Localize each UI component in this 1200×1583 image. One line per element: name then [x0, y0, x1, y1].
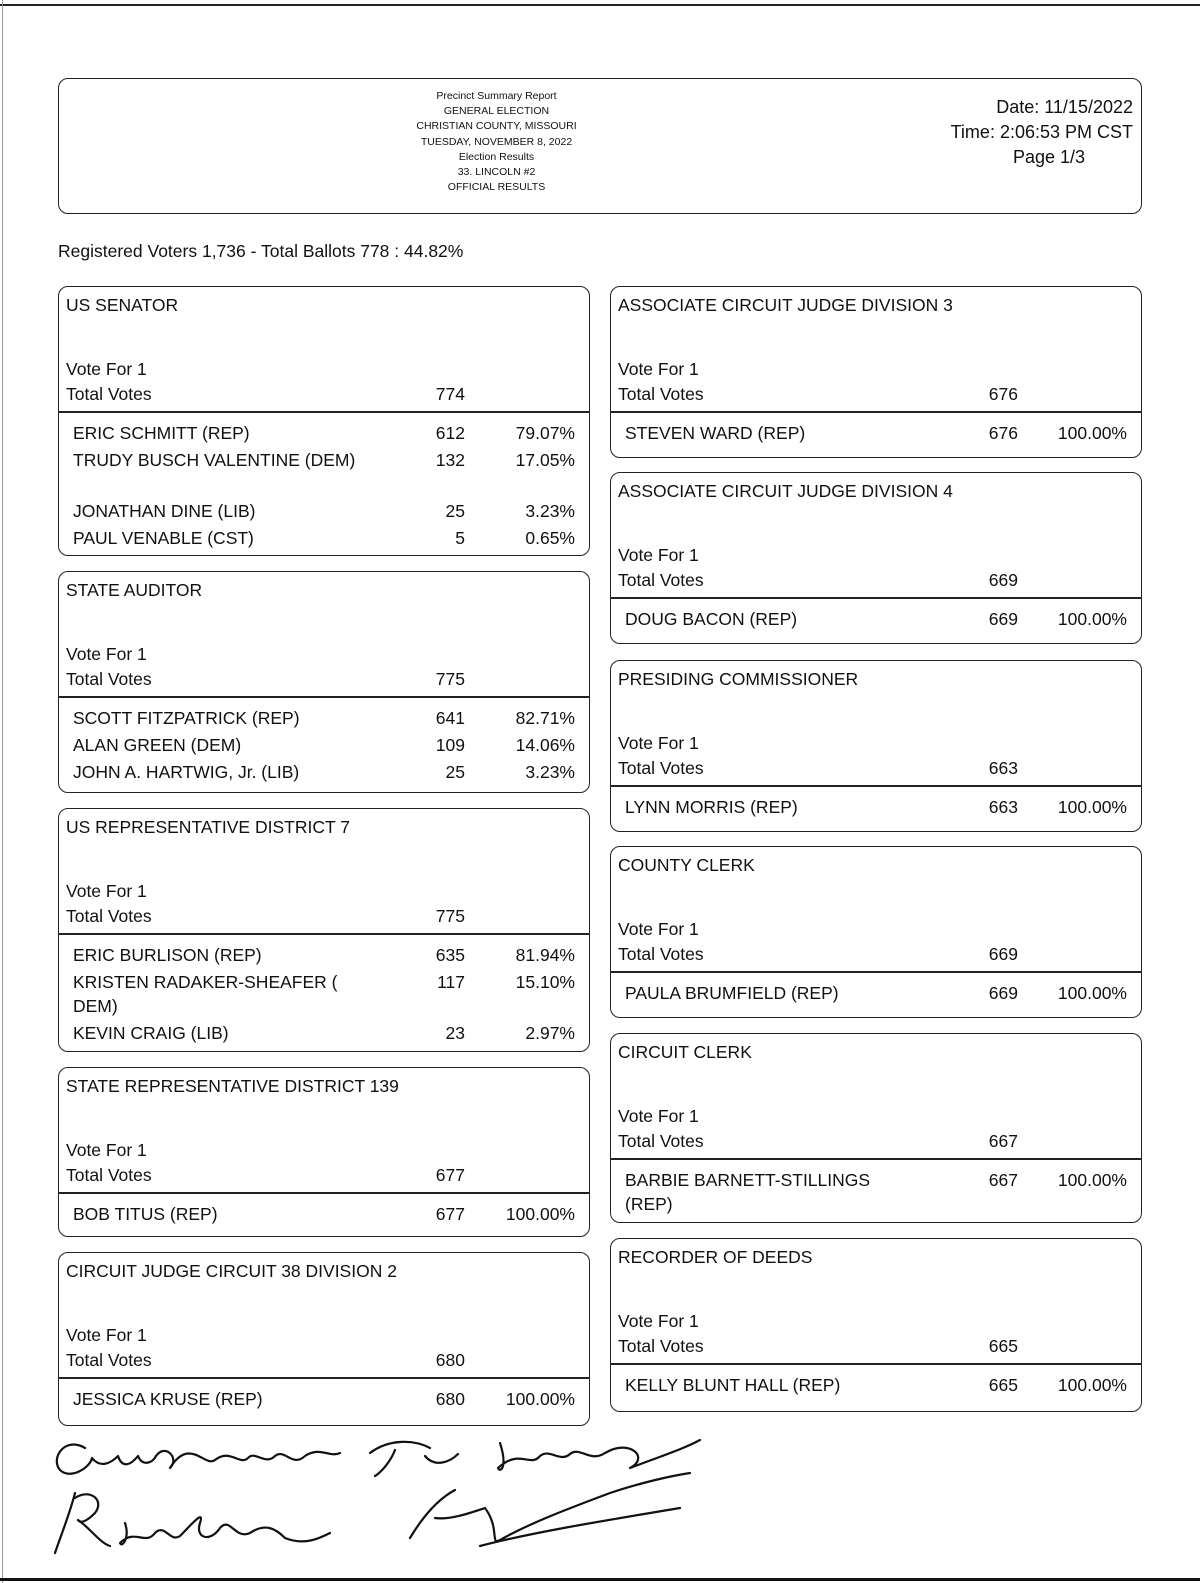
registered-voters-line: Registered Voters 1,736 - Total Ballots 778 : 44.82% — [58, 241, 464, 261]
report-time: Time: 2:06:53 PM CST — [950, 122, 1133, 142]
total-divider — [611, 597, 1141, 599]
signature-3 — [55, 1493, 330, 1553]
total-votes-label: Total Votes — [66, 1350, 152, 1370]
candidate-name: JONATHAN DINE (LIB) — [73, 501, 256, 521]
contest-circuit-clerk — [610, 1033, 1142, 1223]
total-divider — [611, 971, 1141, 973]
candidate-name: BARBIE BARNETT-STILLINGS (REP) — [625, 1170, 871, 1214]
candidate-percent: 82.71% — [515, 708, 575, 728]
candidate-name: JESSICA KRUSE (REP) — [73, 1389, 263, 1409]
contest-title: US REPRESENTATIVE DISTRICT 7 — [66, 817, 350, 837]
total-divider — [611, 411, 1141, 413]
candidate-percent: 0.65% — [525, 528, 575, 548]
candidate-votes: 635 — [435, 945, 465, 965]
total-votes-label: Total Votes — [618, 758, 704, 778]
contest-presiding-commissioner — [610, 660, 1142, 832]
total-votes-label: Total Votes — [66, 906, 152, 926]
contest-recorder-of-deeds — [610, 1238, 1142, 1412]
total-votes-label: Total Votes — [618, 944, 704, 964]
candidate-votes: 669 — [988, 609, 1018, 629]
candidate-percent: 100.00% — [1057, 609, 1127, 629]
candidate-votes: 5 — [455, 528, 465, 548]
header-line: GENERAL ELECTION — [443, 105, 550, 118]
header-line: Election Results — [458, 150, 535, 163]
total-votes-label: Total Votes — [66, 669, 152, 689]
vote-for-label: Vote For 1 — [66, 881, 147, 901]
total-votes-value: 669 — [988, 570, 1018, 590]
total-divider — [611, 1158, 1141, 1160]
contest-associate-circuit-judge-division-4 — [610, 472, 1142, 644]
candidate-percent: 3.23% — [525, 501, 575, 521]
candidate-name: PAULA BRUMFIELD (REP) — [625, 983, 839, 1003]
contest-title: ASSOCIATE CIRCUIT JUDGE DIVISION 3 — [618, 295, 953, 315]
total-votes-label: Total Votes — [66, 384, 152, 404]
candidate-percent: 17.05% — [515, 450, 575, 470]
total-votes-value: 676 — [988, 384, 1018, 404]
candidate-name: KELLY BLUNT HALL (REP) — [625, 1375, 841, 1395]
candidate-votes: 669 — [988, 983, 1018, 1003]
vote-for-label: Vote For 1 — [618, 545, 699, 565]
signature-2 — [370, 1440, 700, 1476]
candidate-name: JOHN A. HARTWIG, Jr. (LIB) — [73, 762, 300, 782]
candidate-percent: 3.23% — [525, 762, 575, 782]
candidate-percent: 79.07% — [515, 423, 575, 443]
vote-for-label: Vote For 1 — [66, 359, 147, 379]
candidate-percent: 100.00% — [505, 1204, 575, 1224]
candidate-percent: 100.00% — [1057, 423, 1127, 443]
total-divider — [59, 411, 589, 413]
total-votes-value: 665 — [988, 1336, 1018, 1356]
candidate-percent: 15.10% — [515, 972, 575, 992]
candidate-votes: 663 — [988, 797, 1018, 817]
total-votes-label: Total Votes — [618, 384, 704, 404]
contest-state-auditor — [58, 571, 590, 793]
candidate-name: BOB TITUS (REP) — [73, 1204, 218, 1224]
total-votes-value: 669 — [988, 944, 1018, 964]
candidate-name: STEVEN WARD (REP) — [625, 423, 806, 443]
candidate-name: KRISTEN RADAKER-SHEAFER ( DEM) — [73, 972, 338, 1016]
total-divider — [59, 933, 589, 935]
total-votes-value: 774 — [435, 384, 465, 404]
contest-title: STATE AUDITOR — [66, 580, 203, 600]
candidate-votes: 667 — [988, 1170, 1018, 1190]
candidate-name: TRUDY BUSCH VALENTINE (DEM) — [73, 450, 356, 470]
candidate-votes: 680 — [435, 1389, 465, 1409]
contest-title: COUNTY CLERK — [618, 855, 755, 875]
total-votes-value: 663 — [988, 758, 1018, 778]
contest-associate-circuit-judge-division-3 — [610, 286, 1142, 458]
contest-title: US SENATOR — [66, 295, 179, 315]
contest-circuit-judge-circuit-38-division-2 — [58, 1252, 590, 1426]
report-date: Date: 11/15/2022 — [996, 97, 1133, 117]
page-border-bottom — [0, 1578, 1200, 1581]
total-votes-value: 680 — [435, 1350, 465, 1370]
candidate-name: SCOTT FITZPATRICK (REP) — [73, 708, 300, 728]
candidate-votes: 25 — [445, 762, 465, 782]
report-meta — [913, 95, 1133, 170]
candidate-percent: 100.00% — [505, 1389, 575, 1409]
vote-for-label: Vote For 1 — [618, 733, 699, 753]
total-votes-label: Total Votes — [618, 570, 704, 590]
total-votes-value: 677 — [435, 1165, 465, 1185]
candidate-votes: 109 — [435, 735, 465, 755]
total-votes-value: 775 — [435, 906, 465, 926]
total-votes-label: Total Votes — [618, 1131, 704, 1151]
contest-title: ASSOCIATE CIRCUIT JUDGE DIVISION 4 — [618, 481, 953, 501]
contest-title: RECORDER OF DEEDS — [618, 1247, 813, 1267]
total-votes-label: Total Votes — [618, 1336, 704, 1356]
total-divider — [59, 696, 589, 698]
candidate-votes: 612 — [435, 423, 465, 443]
candidate-votes: 676 — [988, 423, 1018, 443]
header-line: TUESDAY, NOVEMBER 8, 2022 — [420, 135, 573, 148]
candidate-name: PAUL VENABLE (CST) — [73, 528, 254, 548]
total-votes-value: 667 — [988, 1131, 1018, 1151]
contest-title: CIRCUIT CLERK — [618, 1042, 752, 1062]
header-line: 33. LINCOLN #2 — [457, 166, 536, 179]
candidate-name: ERIC BURLISON (REP) — [73, 945, 262, 965]
candidate-name: DOUG BACON (REP) — [625, 609, 798, 629]
total-votes-label: Total Votes — [66, 1165, 152, 1185]
candidate-votes: 641 — [435, 708, 465, 728]
header-line: CHRISTIAN COUNTY, MISSOURI — [416, 120, 577, 133]
contest-us-senator — [58, 286, 590, 556]
vote-for-label: Vote For 1 — [618, 1311, 699, 1331]
candidate-percent: 100.00% — [1057, 797, 1127, 817]
vote-for-label: Vote For 1 — [66, 1140, 147, 1160]
total-votes-value: 775 — [435, 669, 465, 689]
signatures — [30, 1428, 710, 1568]
page-border-top — [0, 4, 1200, 6]
contest-title: PRESIDING COMMISSIONER — [618, 669, 859, 689]
vote-for-label: Vote For 1 — [66, 644, 147, 664]
report-page: Page 1/3 — [1012, 147, 1085, 167]
total-divider — [59, 1192, 589, 1194]
candidate-votes: 25 — [445, 501, 465, 521]
total-divider — [611, 785, 1141, 787]
vote-for-label: Vote For 1 — [618, 359, 699, 379]
contest-title: STATE REPRESENTATIVE DISTRICT 139 — [66, 1076, 399, 1096]
report-title-block — [359, 89, 634, 195]
candidate-percent: 81.94% — [515, 945, 575, 965]
total-divider — [59, 1377, 589, 1379]
signature-4 — [410, 1473, 690, 1546]
header-line: Precinct Summary Report — [436, 90, 557, 102]
candidate-percent: 100.00% — [1057, 983, 1127, 1003]
candidate-votes: 132 — [435, 450, 465, 470]
candidate-votes: 117 — [437, 972, 465, 992]
candidate-name: ERIC SCHMITT (REP) — [73, 423, 250, 443]
contest-state-representative-district-139 — [58, 1067, 590, 1237]
candidate-percent: 14.06% — [515, 735, 575, 755]
candidate-percent: 100.00% — [1057, 1170, 1127, 1190]
header-line: OFFICIAL RESULTS — [447, 181, 546, 194]
total-divider — [611, 1363, 1141, 1365]
signature-1 — [57, 1445, 340, 1474]
candidate-votes: 665 — [988, 1375, 1018, 1395]
vote-for-label: Vote For 1 — [618, 919, 699, 939]
page-border-left — [2, 0, 3, 1583]
contest-title: CIRCUIT JUDGE CIRCUIT 38 DIVISION 2 — [66, 1261, 397, 1281]
vote-for-label: Vote For 1 — [618, 1106, 699, 1126]
candidate-name: KEVIN CRAIG (LIB) — [73, 1023, 229, 1043]
candidate-votes: 677 — [435, 1204, 465, 1224]
candidate-percent: 2.97% — [525, 1023, 575, 1043]
contest-county-clerk — [610, 846, 1142, 1018]
vote-for-label: Vote For 1 — [66, 1325, 147, 1345]
candidate-percent: 100.00% — [1057, 1375, 1127, 1395]
report-header — [58, 78, 1142, 214]
candidate-votes: 23 — [445, 1023, 465, 1043]
candidate-name: ALAN GREEN (DEM) — [73, 735, 242, 755]
contest-us-representative-district-7 — [58, 808, 590, 1052]
candidate-name: LYNN MORRIS (REP) — [625, 797, 798, 817]
